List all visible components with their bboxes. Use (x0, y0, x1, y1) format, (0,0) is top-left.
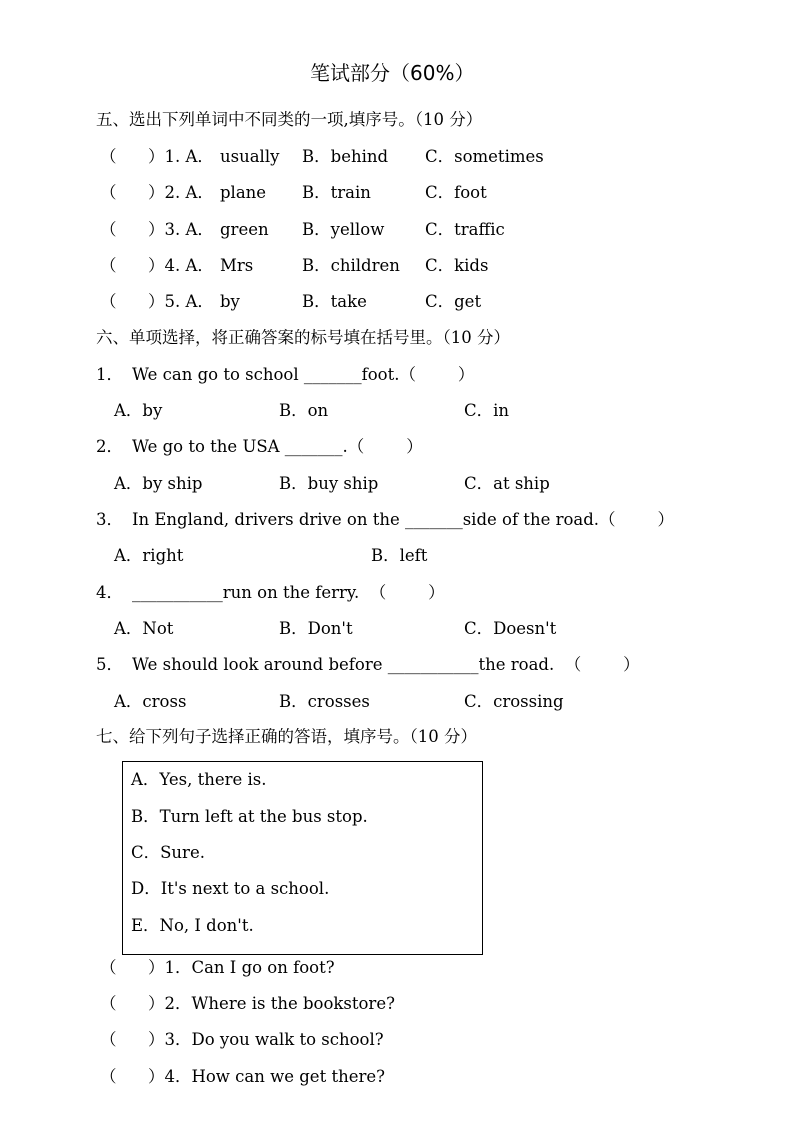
s5-option-a: green (220, 220, 269, 239)
answer-option: D．It's next to a school. (131, 879, 330, 898)
s6-option-b: B．on (279, 401, 329, 420)
s5-option-b: B．train (302, 183, 371, 202)
s6-option-b: B．Don't (279, 619, 353, 638)
s7-question: （ ）1．Can I go on foot? (100, 958, 335, 977)
s6-question-text: We can go to school _______foot.（ ） (132, 365, 475, 384)
s5-option-c: C．traffic (425, 220, 505, 239)
s6-option-b: B．left (371, 546, 428, 565)
s6-question-number: 2． (96, 437, 123, 456)
s6-option-a: A．cross (114, 692, 187, 711)
s5-option-a: plane (220, 183, 267, 202)
s6-option-a: A．by ship (114, 474, 203, 493)
s5-item-prefix: （ ）4. A． (100, 256, 214, 275)
s5-option-a: usually (220, 147, 280, 166)
s5-option-b: B．yellow (302, 220, 385, 239)
s5-option-b: B．take (302, 292, 367, 311)
s5-option-c: C．foot (425, 183, 487, 202)
s5-option-c: C．kids (425, 256, 489, 275)
s6-option-b: B．crosses (279, 692, 370, 711)
answer-option: C．Sure. (131, 843, 205, 862)
s6-question-text: We should look around before ___________the road. （ ） (132, 655, 640, 674)
s6-option-a: A．Not (114, 619, 174, 638)
section6-heading: 六、单项选择，将正确答案的标号填在括号里。（10 分） (96, 328, 510, 347)
s6-option-c: C．Doesn't (464, 619, 557, 638)
s5-option-a: Mrs (220, 256, 254, 275)
s5-option-b: B．children (302, 256, 400, 275)
s6-question-number: 1． (96, 365, 123, 384)
answer-option: A．Yes, there is. (131, 770, 267, 789)
s5-item-prefix: （ ）3. A． (100, 220, 214, 239)
s5-option-b: B．behind (302, 147, 389, 166)
s6-option-a: A．by (114, 401, 163, 420)
s7-question: （ ）4．How can we get there? (100, 1067, 385, 1086)
section7-heading: 七、给下列句子选择正确的答语，填序号。（10 分） (96, 727, 477, 746)
s6-option-c: C．at ship (464, 474, 550, 493)
section5-heading: 五、选出下列单词中不同类的一项,填序号。（10 分） (96, 110, 483, 129)
s6-option-c: C．crossing (464, 692, 564, 711)
s5-item-prefix: （ ）5. A． (100, 292, 214, 311)
s6-option-c: C．in (464, 401, 510, 420)
s6-question-number: 5． (96, 655, 123, 674)
answer-option: E．No, I don't. (131, 916, 254, 935)
s6-question-text: We go to the USA _______.（ ） (132, 437, 423, 456)
s6-option-a: A．right (114, 546, 184, 565)
s6-question-text: ___________run on the ferry. （ ） (132, 583, 445, 602)
s5-option-a: by (220, 292, 240, 311)
s5-item-prefix: （ ）1. A． (100, 147, 214, 166)
s7-question: （ ）2．Where is the bookstore? (100, 994, 395, 1013)
s5-option-c: C．get (425, 292, 482, 311)
s6-question-number: 4． (96, 583, 123, 602)
s5-item-prefix: （ ）2. A． (100, 183, 214, 202)
s6-question-text: In England, drivers drive on the _______side of the road.（ ） (132, 510, 675, 529)
s6-question-number: 3． (96, 510, 123, 529)
page-title: 笔试部分（60%） (310, 61, 475, 85)
answer-option: B．Turn left at the bus stop. (131, 807, 368, 826)
s5-option-c: C．sometimes (425, 147, 544, 166)
s6-option-b: B．buy ship (279, 474, 379, 493)
s7-question: （ ）3．Do you walk to school? (100, 1030, 384, 1049)
